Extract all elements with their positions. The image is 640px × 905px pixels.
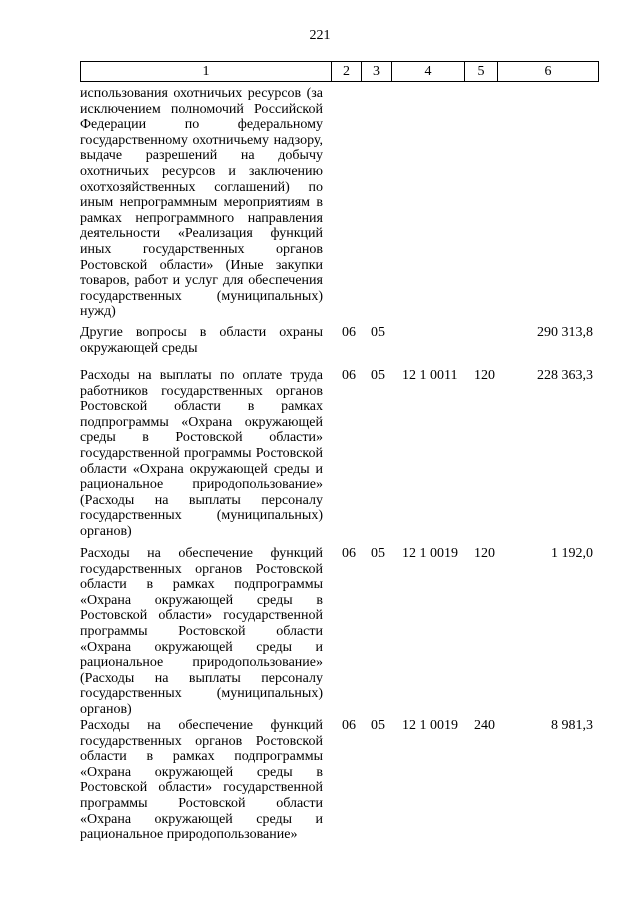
column-header-5: 5 (465, 62, 498, 81)
row-description: Другие вопросы в области охраны окружающей среды (80, 325, 323, 356)
row-expense-type: 120 (474, 546, 495, 561)
row-description: Расходы на выплаты по оплате труда работников государственных органов Ростовской области в рамках подпрограммы «Охрана окружающей среды в Ростовской области» государственной программы Ростовской области «Охрана окружающей среды и рациональное природопользование» (Расходы на выплаты персоналу государственных (муниципальных) органов) (80, 368, 323, 539)
table-row (80, 325, 599, 368)
table-row (80, 718, 599, 858)
row-target-code: 12 1 0011 (402, 368, 458, 383)
column-header-1: 1 (81, 62, 332, 81)
row-amount: 1 192,0 (551, 546, 593, 561)
row-description: Расходы на обеспечение функций государственных органов Ростовской области в рамках подпрограммы «Охрана окружающей среды в Ростовской области» государственной программы Ростовской области «Охрана окружающей среды и рациональное природопользование» (Расходы на выплаты персоналу государственных (муниципальных) органов) (80, 546, 323, 717)
row-subsection-code: 05 (371, 368, 385, 383)
page-number: 221 (309, 28, 331, 43)
row-section-code: 06 (342, 546, 356, 561)
row-subsection-code: 05 (371, 718, 385, 733)
row-target-code: 12 1 0019 (402, 546, 458, 561)
table-body (80, 86, 599, 858)
row-section-code: 06 (342, 325, 356, 340)
table-row (80, 86, 599, 325)
row-description: использования охотничьих ресурсов (за исключением полномочий Российской Федерации по федеральному государственному охотничьему надзору, выдаче разрешений на добычу охотничьих ресурсов и заключению охотхозяйственных соглашений) по иным непрограммным мероприятиям в рамках непрограммного направления деятельности «Реализация функций иных государственных органов Ростовской области» (Иные закупки товаров, работ и услуг для обеспечения государственных (муниципальных) нужд) (80, 86, 323, 320)
row-amount: 8 981,3 (551, 718, 593, 733)
column-header-6: 6 (544, 64, 552, 79)
table-header (80, 61, 599, 82)
column-header-2: 2 (332, 62, 362, 81)
row-section-code: 06 (342, 368, 356, 383)
row-amount: 228 363,3 (537, 368, 593, 383)
table-row (80, 368, 599, 546)
row-description: Расходы на обеспечение функций государственных органов Ростовской области в рамках подпрограммы «Охрана окружающей среды в Ростовской области» государственной программы Ростовской области «Охрана окружающей среды и рациональное природопользование» (80, 718, 323, 843)
row-expense-type: 120 (474, 368, 495, 383)
row-expense-type: 240 (474, 718, 495, 733)
row-target-code: 12 1 0019 (402, 718, 458, 733)
row-amount: 290 313,8 (537, 325, 593, 340)
row-subsection-code: 05 (371, 325, 385, 340)
row-section-code: 06 (342, 718, 356, 733)
column-header-3: 3 (362, 62, 392, 81)
column-header-4: 4 (392, 62, 465, 81)
row-subsection-code: 05 (371, 546, 385, 561)
table-row (80, 546, 599, 718)
